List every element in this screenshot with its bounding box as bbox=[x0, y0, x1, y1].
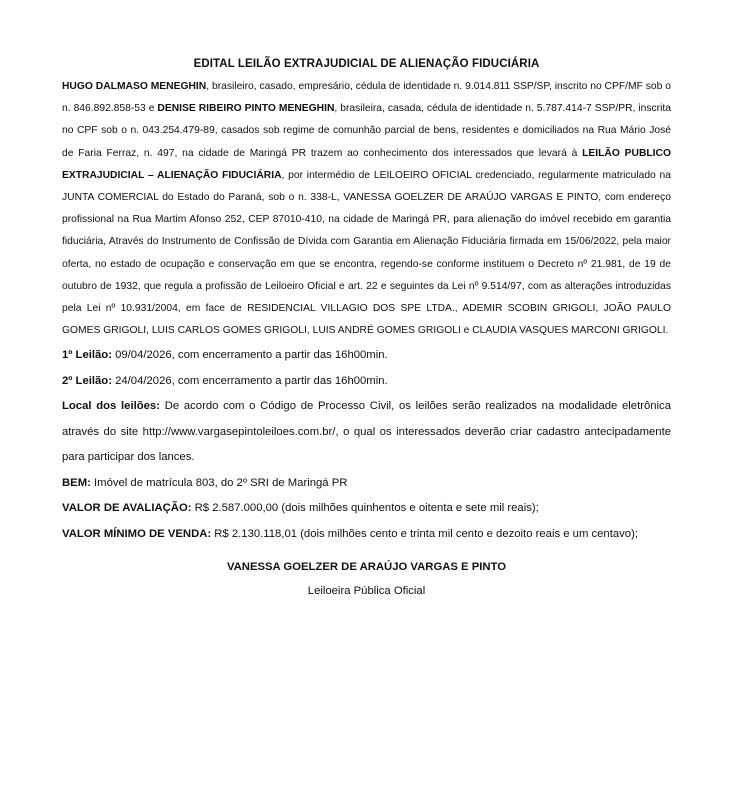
property bbox=[62, 471, 671, 497]
edital-document bbox=[62, 58, 671, 601]
second-auction-text: 24/04/2026, com encerramento a partir das 16h00min. bbox=[111, 374, 388, 387]
auction-location-text: De acordo com o Código de Processo Civil, os leilões serão realizados na modalidade eletrônica através do site http://www.vargasepintoleiloes.com.br/, o qual os interessados deverão criar cadastro antecipadamente para participar dos lances. bbox=[62, 400, 671, 464]
second-auction-label: 2º Leilão: bbox=[62, 374, 112, 387]
owner1-details: , brasileiro, casado, empresário, cédula de identidade n. 9.014.811 SSP/SP, inscrito no CPF/MF sob o n. 846.892.858-53 e bbox=[62, 81, 671, 115]
owner2-name: DENISE RIBEIRO PINTO MENEGHIN bbox=[157, 103, 335, 115]
property-text: Imóvel de matrícula 803, do 2º SRI de Maringá PR bbox=[90, 476, 348, 489]
auction-location-label: Local dos leilões: bbox=[62, 400, 160, 413]
auction-type: LEILÃO PUBLICO EXTRAJUDICIAL – ALIENAÇÃO FIDUCIÁRIA bbox=[62, 147, 671, 181]
owner1-name: HUGO DALMASO MENEGHIN bbox=[62, 81, 207, 92]
intro-paragraph bbox=[62, 76, 671, 342]
minimum-sale-value-label: VALOR MÍNIMO DE VENDA: bbox=[62, 527, 212, 540]
property-label: BEM: bbox=[62, 476, 91, 489]
first-auction-text: 09/04/2026, com encerramento a partir das 16h00min. bbox=[111, 349, 388, 362]
first-auction bbox=[62, 343, 671, 369]
minimum-sale-value bbox=[62, 522, 671, 548]
auction-location bbox=[62, 394, 671, 471]
signature-role: Leiloeira Pública Oficial bbox=[307, 585, 426, 598]
owner2-details: , brasileira, casada, cédula de identidade n. 5.787.414-7 SSP/PR, inscrita no CPF sob o n. 043.254.479-89, casados sob regime de comunhão parcial de bens, residentes e domiciliados na Rua Mário José de Faria Ferraz, n. 497, na cidade de Maringá PR trazem ao conhecimento dos interessados que levará à bbox=[62, 103, 671, 159]
first-auction-label: 1º Leilão: bbox=[62, 349, 112, 362]
minimum-sale-value-text: R$ 2.130.118,01 (dois milhões cento e trinta mil cento e dezoito reais e um centavo); bbox=[211, 527, 638, 540]
signature-name: VANESSA GOELZER DE ARAÚJO VARGAS E PINTO bbox=[226, 561, 507, 574]
appraisal-value bbox=[62, 496, 671, 522]
intro-rest: , por intermédio de LEILOEIRO OFICIAL credenciado, regularmente matriculado na JUNTA COMERCIAL do Estado do Paraná, sob o n. 338-L, VANESSA GOELZER DE ARAÚJO VARGAS E PINTO, com endereço profissional na Rua Martim Afonso 252, CEP 87010-410, na cidade de Maringá PR, para alienação do imóvel recebido em garantia fiduciária, Através do Instrumento de Confissão de Dívida com Garantia em Alienação Fiduciária firmada em 15/06/2022, pela maior oferta, no estado de ocupação e conservação em que se encontra, regendo-se conforme instituem o Decreto nº 21.981, de 19 de outubro de 1932, que regula a profissão de Leiloeiro Oficial e art. 22 e seguintes da Lei nº 9.514/97, com as alterações introduzidas pela Lei nº 10.931/2004, em face de RESIDENCIAL VILLAGIO DOS SPE LTDA., ADEMIR SCOBIN GRIGOLI, JOÃO PAULO GOMES GRIGOLI, LUIS CARLOS GOMES GRIGOLI, LUIS ANDRÉ GOMES GRIGOLI e CLAUDIA VASQUES MARCONI GRIGOLI. bbox=[62, 169, 671, 337]
second-auction bbox=[62, 369, 671, 395]
appraisal-value-text: R$ 2.587.000,00 (dois milhões quinhentos e oitenta e sete mil reais); bbox=[191, 502, 539, 515]
document-title: EDITAL LEILÃO EXTRAJUDICIAL DE ALIENAÇÃO FIDUCIÁRIA bbox=[193, 58, 540, 70]
appraisal-value-label: VALOR DE AVALIAÇÃO: bbox=[62, 502, 192, 515]
